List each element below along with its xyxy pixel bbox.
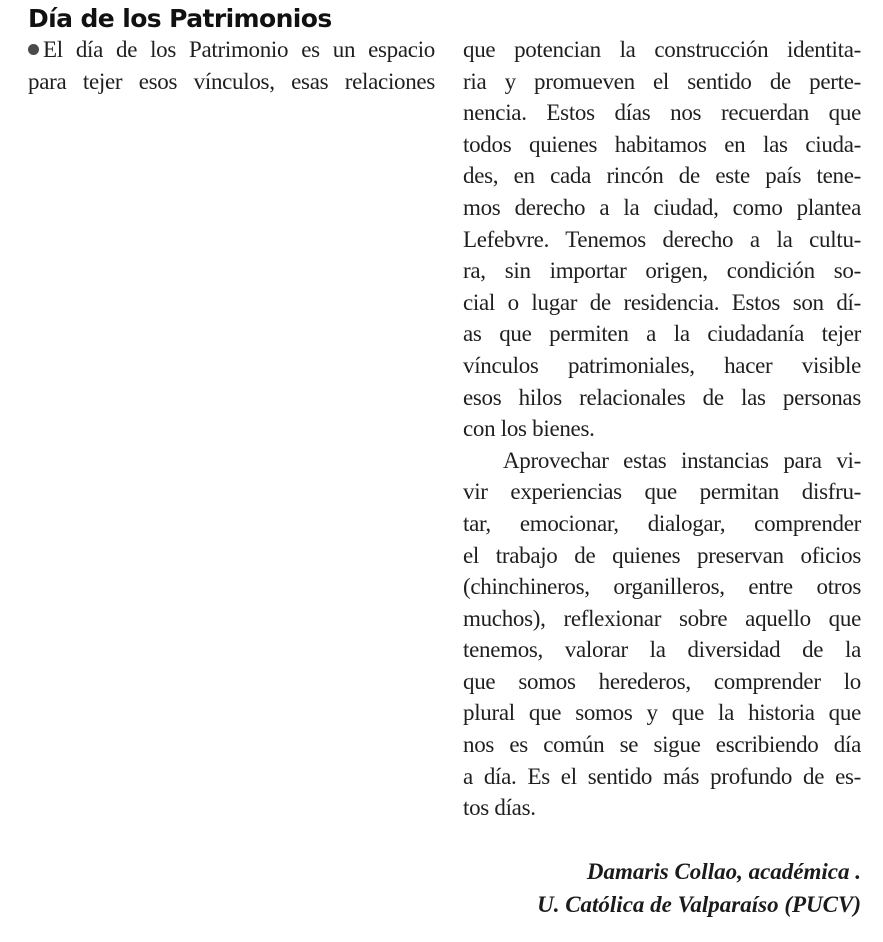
bullet-icon	[28, 44, 39, 55]
text-line: nos es común se sigue escribiendo día	[463, 732, 861, 758]
text-line: a día. Es el sentido más profundo de es-	[463, 763, 861, 789]
text-line: con los bienes.	[463, 416, 595, 442]
text-line: muchos), reflexionar sobre aquello que	[463, 605, 861, 631]
text-line: tos días.	[463, 795, 536, 821]
author-affiliation: U. Católica de Valparaíso (PUCV)	[537, 892, 861, 917]
text-line: para tejer esos vínculos, esas relaciones	[28, 68, 435, 94]
text-line: Aprovechar estas instancias para vi-	[503, 447, 861, 473]
text-line: esos hilos relacionales de las personas	[463, 384, 861, 410]
headline: Día de los Patrimonios	[28, 4, 332, 33]
text-line: nencia. Estos días nos recuerdan que	[463, 100, 861, 126]
text-line: El día de los Patrimonio es un espacio	[28, 34, 435, 66]
author-name: Damaris Collao, académica .	[586, 859, 861, 884]
text-line: vínculos patrimoniales, hacer visible	[463, 352, 861, 378]
text-line: vir experiencias que permitan disfru-	[463, 479, 861, 505]
text-line: ra, sin importar origen, condición so-	[463, 258, 861, 284]
text-line: (chinchineros, organilleros, entre otros	[463, 574, 861, 600]
text-line: tenemos, valorar la diversidad de la	[463, 637, 861, 663]
signature	[461, 855, 861, 921]
text-line: cial o lugar de residencia. Estos son dí-	[463, 289, 861, 315]
text-line: tar, emocionar, dialogar, comprender	[463, 510, 861, 536]
text-line: mos derecho a la ciudad, como plantea	[463, 194, 861, 220]
text-line: que somos herederos, comprender lo	[463, 668, 861, 694]
right-column	[463, 34, 861, 824]
text-line: as que permiten a la ciudadanía tejer	[463, 321, 861, 347]
left-column	[28, 34, 435, 97]
text-line: plural que somos y que la historia que	[463, 700, 861, 726]
text-line: que potencian la construcción identita-	[463, 37, 861, 62]
text-line: Lefebvre. Tenemos derecho a la cultu-	[463, 226, 861, 252]
text-line: des, en cada rincón de este país tene-	[463, 163, 861, 189]
text-line: todos quienes habitamos en las ciuda-	[463, 131, 861, 157]
text-line: ria y promueven el sentido de perte-	[463, 68, 861, 94]
text-line: el trabajo de quienes preservan oficios	[463, 542, 861, 568]
